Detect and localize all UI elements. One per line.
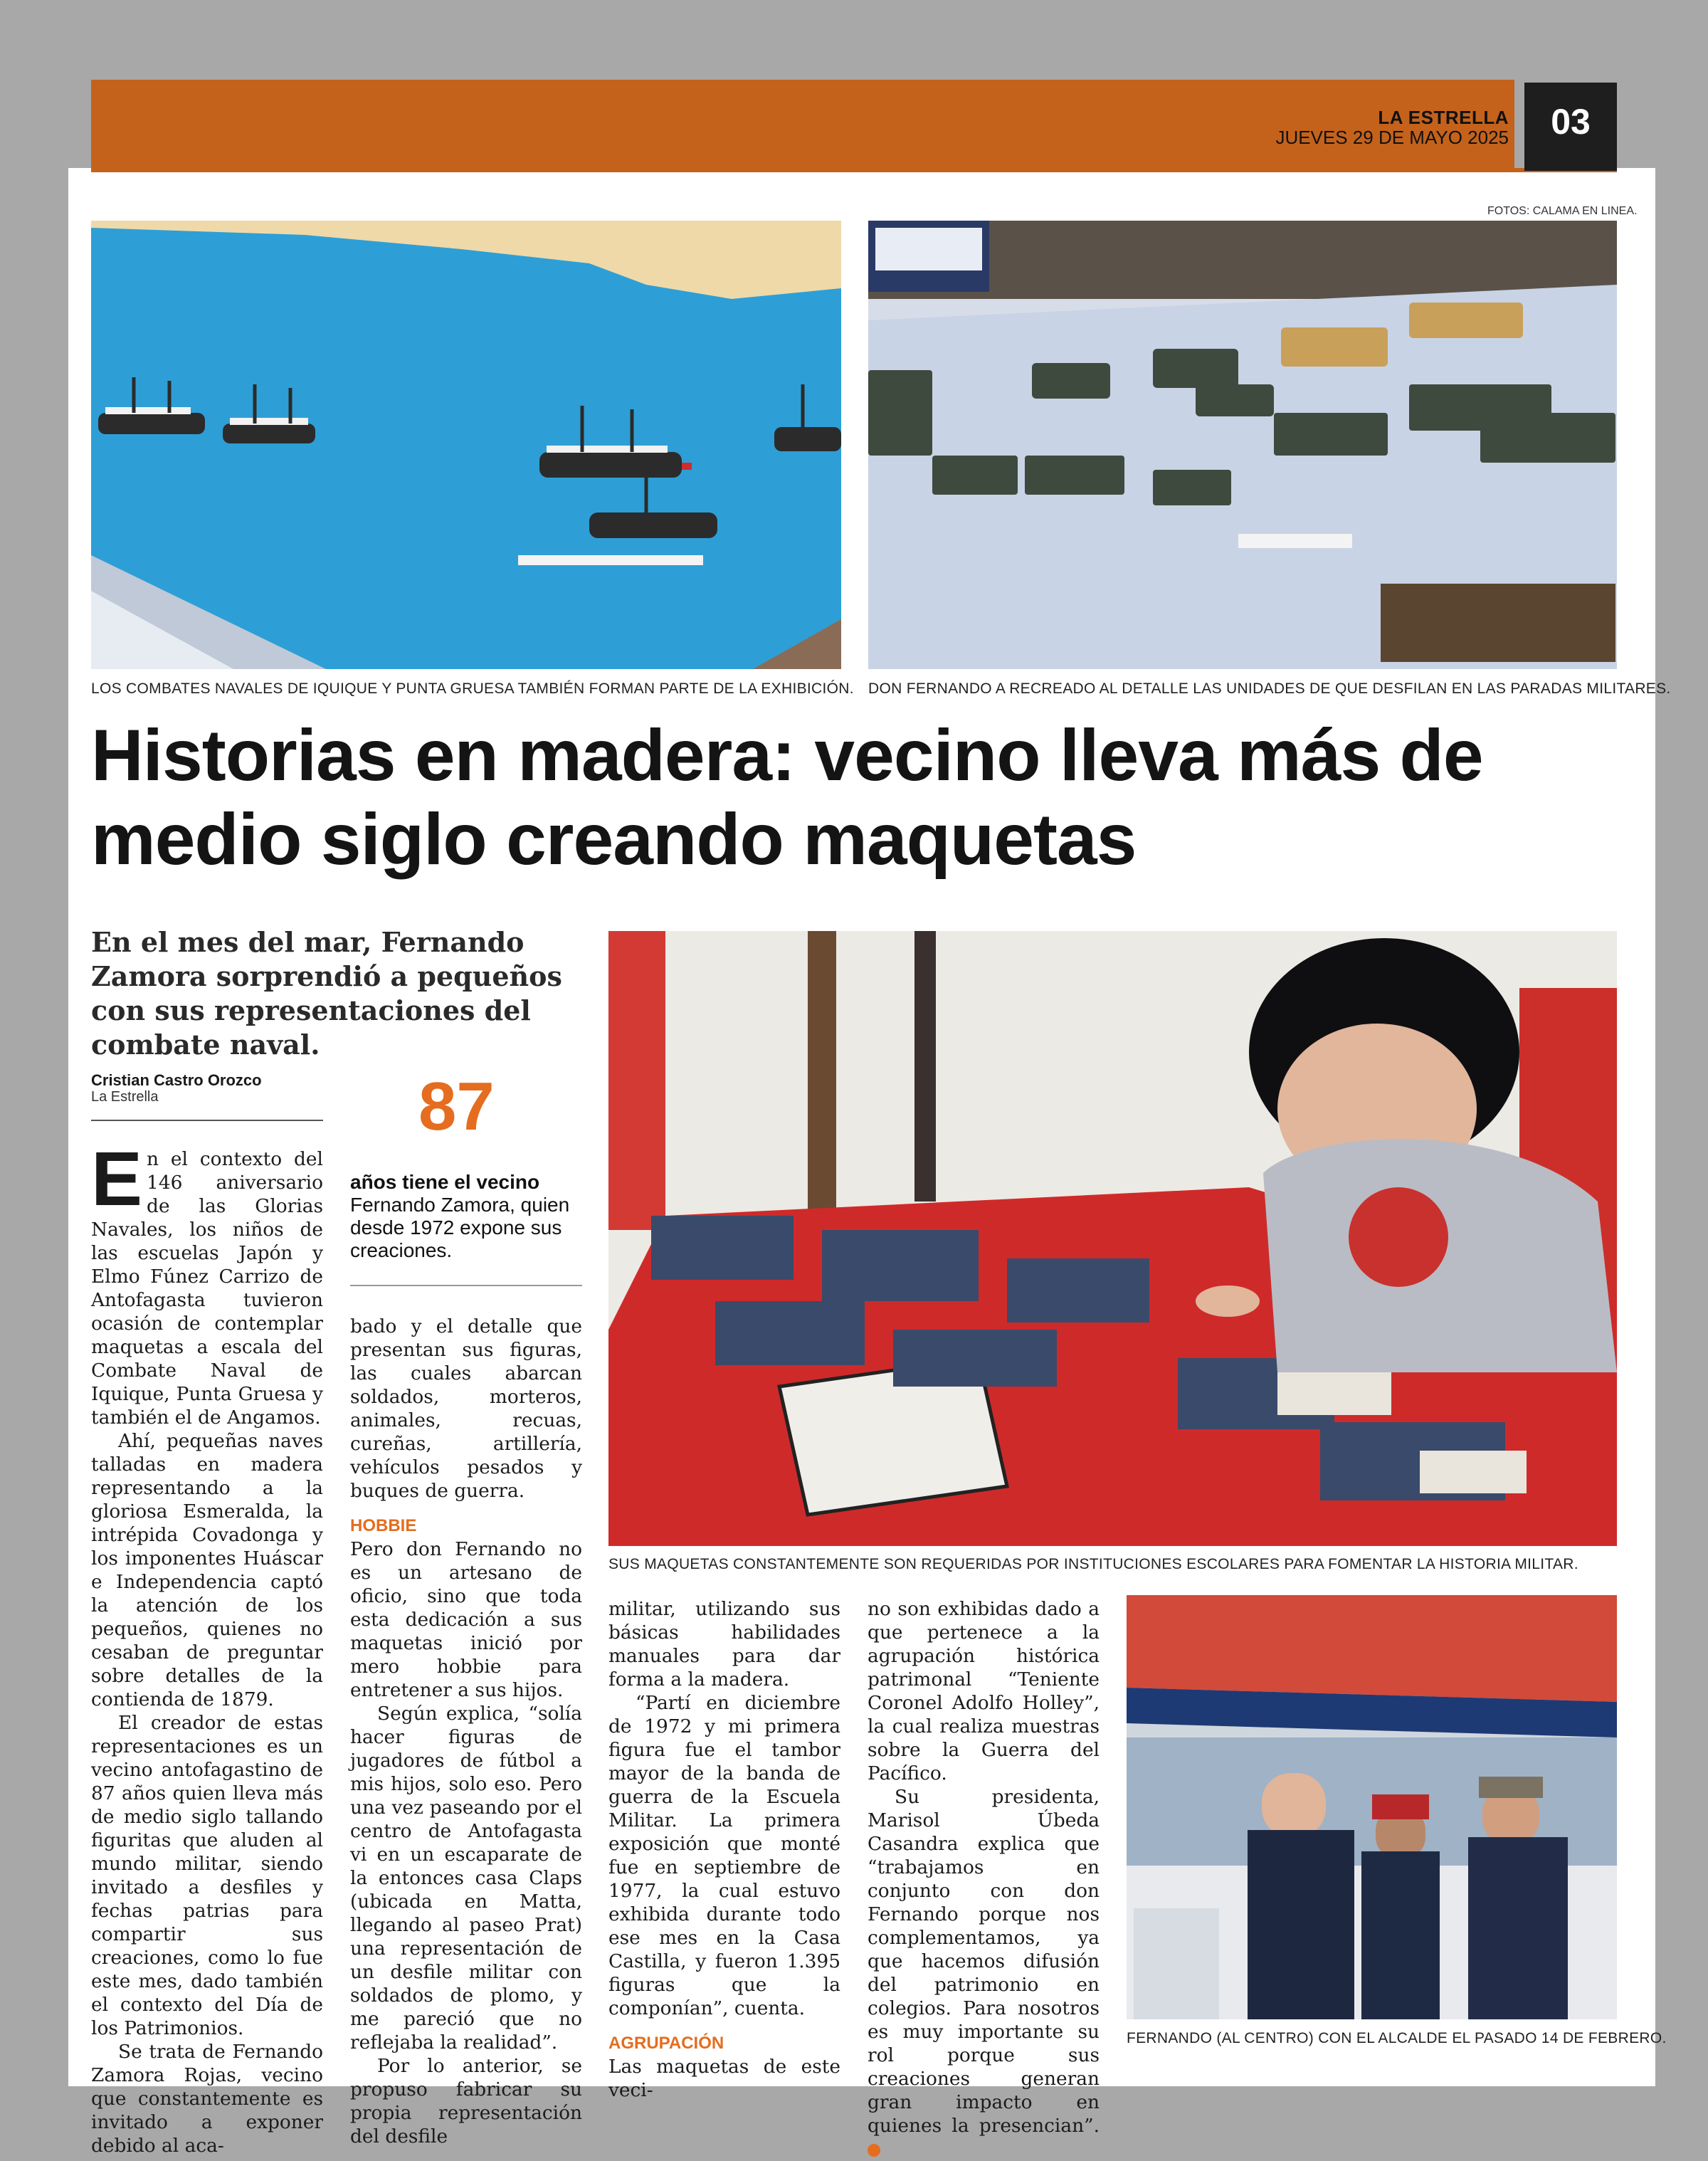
drop-cap: E [91,1135,143,1221]
header-band [91,80,1514,171]
article-column-3 [608,1597,840,2102]
paragraph-text: Su presidenta, Marisol Úbeda Casandra explica que “trabajamos en conjunto con don Fernando porque nos complementamos, ya que hacemos difusión del patrimonio en colegios. Para nosotros es muy importante su rol porque sus creaciones generan gran impacto en quienes la presencian”. [868,1786,1100,2137]
caption-boy: SUS MAQUETAS CONSTANTEMENTE SON REQUERIDAS POR INSTITUCIONES ESCOLARES PARA FOMENTAR LA HISTORIA MILITAR. [608,1556,1578,1572]
caption-vehicles: DON FERNANDO A RECREADO AL DETALLE LAS UNIDADES DE QUE DESFILAN EN LAS PARADAS MILITARES. [868,680,1671,697]
caption-naval: LOS COMBATES NAVALES DE IQUIQUE Y PUNTA GRUESA TAMBIÉN FORMAN PARTE DE LA EXHIBICIÓN. [91,680,854,697]
paragraph: “Partí en diciembre de 1972 y mi primera figura fue el tambor mayor de la banda de guerra de la Escuela Militar. La primera exposición que monté fue en septiembre de 1977, la cual estuvo exhibida durante todo ese mes en la Casa Castilla, y fueron 1.395 figuras que la componían”, cuenta. [608,1692,840,2019]
subhead-agrupacion: AGRUPACIÓN [608,2034,724,2053]
photo-military-vehicles [868,221,1617,669]
caption-group: FERNANDO (AL CENTRO) CON EL ALCALDE EL PASADO 14 DE FEBRERO. [1127,2030,1667,2046]
paragraph: Las maquetas de este veci- [608,2056,840,2101]
photo-group [1127,1595,1617,2019]
paragraph: n el contexto del 146 aniversario de las Glorias Navales, los niños de las escuelas Japón y Elmo Fúnez Carrizo de Antofagasta tuvieron ocasión de contemplar maquetas a escala del Combate Naval de Iquique, Punta Gruesa y también el de Angamos. [91,1148,323,1429]
header-rule [91,168,1617,172]
paragraph: Según explica, “solía hacer figuras de jugadores de fútbol a mis hijos, solo eso. Pero una vez paseando por el centro de Antofagasta vi en un escaparate de la entonces casa Claps (ubicada en Matta, llegando al paseo Prat) una representación de un desfile militar con soldados de plomo, y me pareció que no reflejaba la realidad”. [350,1703,582,2054]
byline-author: Cristian Castro Orozco [91,1071,262,1089]
publication-date: JUEVES 29 DE MAYO 2025 [1275,127,1509,148]
photo-naval-diorama [91,221,841,669]
paragraph: militar, utilizando sus básicas habilidades manuales para dar forma a la madera. [608,1598,840,1691]
paragraph: Se trata de Fernando Zamora Rojas, vecino que constantemente es invitado a exponer debido al aca- [91,2041,323,2157]
highlight-rule [350,1285,582,1286]
paragraph: bado y el detalle que presentan sus figuras, las cuales abarcan soldados, morteros, animales, recuas, cureñas, artillería, vehículos pesados y buques de guerra. [350,1315,582,1502]
article-column-4 [868,1597,1100,2161]
paragraph: Ahí, pequeñas naves talladas en madera representando a la gloriosa Esmeralda, la intrépida Covadonga y los imponentes Huáscar e Independencia captó la atención de los pequeños, quienes no cesaban de preguntar sobre detalles de la contienda de 1879. [91,1430,323,1710]
page-number: 03 [1551,102,1591,142]
highlight-lead: años tiene el vecino [350,1171,540,1193]
byline-outlet: La Estrella [91,1089,159,1105]
headline: Historias en madera: vecino lleva más de medio siglo creando maquetas [91,715,1483,880]
paragraph [868,1785,1100,2161]
paragraph: no son exhibidas dado a que pertenece a la agrupación histórica patrimonal “Teniente Coronel Adolfo Holley”, la cual realiza muestras sobre la Guerra del Pacífico. [868,1598,1100,1784]
paragraph: Pero don Fernando no es un artesano de oficio, sino que toda esta dedicación a sus maquetas inició por mero hobbie para entretener a sus hijos. [350,1538,582,1701]
highlight-number: 87 [418,1068,495,1145]
article-column-1 [91,1135,323,2157]
dek: En el mes del mar, Fernando Zamora sorprendió a pequeños con sus representaciones del combate naval. [91,926,562,1061]
publication-name: LA ESTRELLA [1378,107,1509,128]
article-column-2 [350,1315,582,2148]
paragraph: Por lo anterior, se propuso fabricar su propia representación del desfile [350,2055,582,2147]
photo-boy-with-models [608,931,1617,1546]
subhead-hobbie: HOBBIE [350,1516,417,1535]
end-mark-icon [868,2144,880,2157]
byline-rule [91,1120,323,1121]
photo-credit: FOTOS: CALAMA EN LINEA. [1487,205,1638,217]
highlight-text [350,1171,585,1262]
paragraph: El creador de estas representaciones es un vecino antofagastino de 87 años quien lleva más de medio siglo tallando figuritas que aluden al mundo militar, siendo invitado a desfiles y fechas patrias para compartir sus creaciones, como lo fue este mes, dado también el contexto del Día de los Patrimonios. [91,1712,323,2039]
highlight-body: Fernando Zamora, quien desde 1972 expone sus creaciones. [350,1194,570,1261]
